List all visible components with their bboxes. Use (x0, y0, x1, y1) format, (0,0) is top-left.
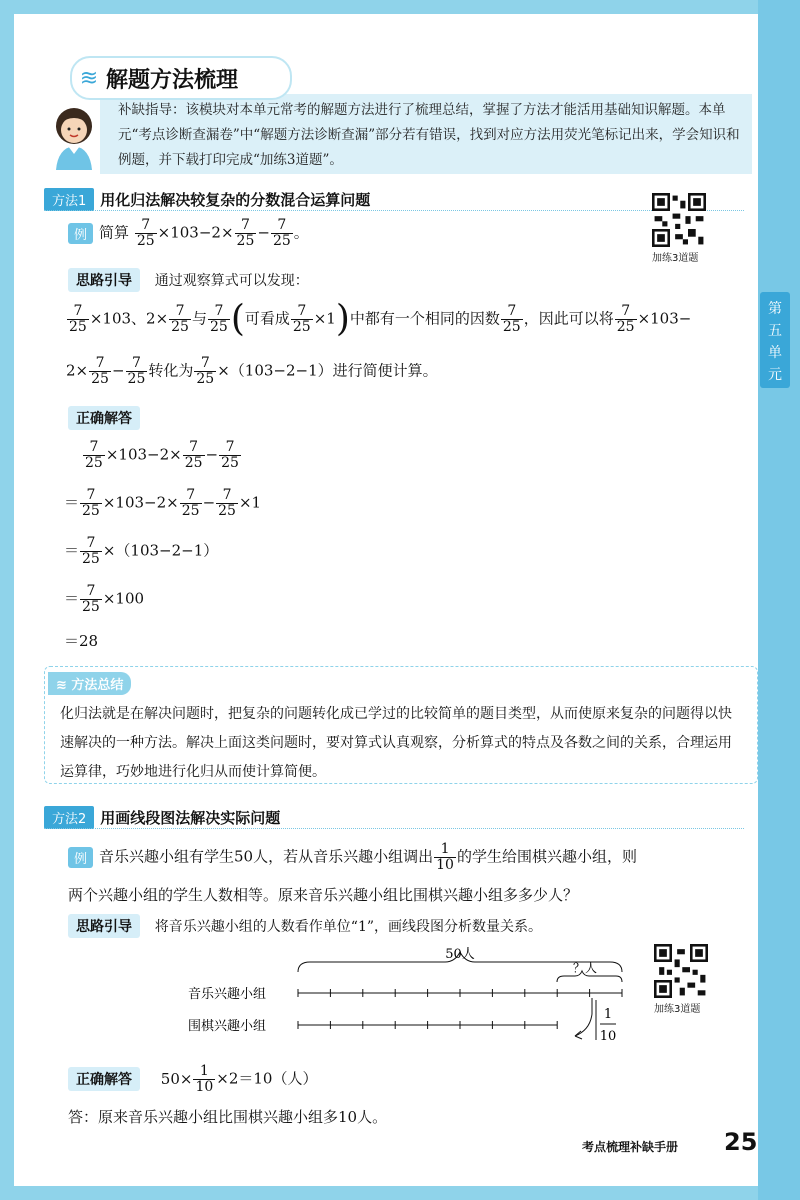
thinking-line-1: $\frac{7}{25}$ ×103、2× $\frac{7}{25}$ 与 $\frac{7}{25}$ (可看成 $\frac{7}{25}$ ×1)中都有一个相同的因数 $\frac{7}{25}$ ，因此可以将 $\frac{7}{25}$ ×103− (69, 298, 692, 340)
unknown-label: ？人 (572, 961, 598, 975)
method2-final-answer: 答：原来音乐兴趣小组比围棋兴趣小组多10人。 (68, 1108, 388, 1126)
divider (44, 828, 744, 829)
solution-step-1: $\frac{7}{25}$ ×103−2× $\frac{7}{25}$ − $\frac{7}{25}$ (85, 439, 239, 471)
qr-code-icon[interactable] (654, 944, 708, 998)
thinking-label: 思路引导 (68, 914, 140, 938)
side-tab-char: 五 (768, 323, 782, 339)
footer-label: 考点梳理补缺手册 (582, 1140, 679, 1154)
method2-title: 用画线段图法解决实际问题 (100, 809, 281, 827)
qr-caption: 加练3道题 (654, 1004, 701, 1015)
method2-tag: 方法2 (44, 806, 94, 829)
chess-group-label: 围棋兴趣小组 (188, 1019, 267, 1034)
qr-caption: 加练3道题 (652, 253, 699, 264)
total-label: 50人 (445, 947, 475, 962)
solution-step-5: ＝28 (64, 632, 99, 650)
unit-side-tab (760, 292, 790, 388)
right-margin-strip (758, 0, 800, 1200)
method2-example-line-1: 例 音乐兴趣小组有学生50人，若从音乐兴趣小组调出 $\frac{1}{10}$ 的学生给围棋兴趣小组，则 (68, 842, 637, 873)
side-tab-char: 单 (768, 345, 782, 361)
answer-label: 正确解答 (68, 406, 140, 430)
answer-label: 正确解答 (68, 1067, 140, 1091)
thinking-text: 将音乐兴趣小组的人数看作单位“1”，画线段图分析数量关系。 (154, 919, 543, 935)
solution-step-2: ＝ $\frac{7}{25}$ ×103−2× $\frac{7}{25}$ − $\frac{7}{25}$ ×1 (64, 487, 262, 519)
method2-heading (44, 806, 280, 829)
qr-code-icon[interactable] (652, 193, 706, 247)
side-tab-char: 第 (768, 301, 782, 317)
solution-step-3: ＝ $\frac{7}{25}$ ×（103−2−1） (64, 535, 219, 567)
summary-text: 化归法就是在解决问题时，把复杂的问题转化成已学过的比较简单的题目类型，从而使原来复杂的问题得以快速解决的一种方法。解决上面这类问题时，要对算式认真观察，分析算式的特点及各数之间的关系，合理运用运算律，巧妙地进行化归从而使计算简便。 (60, 706, 732, 780)
guide-text: 补缺指导：该模块对本单元常考的解题方法进行了梳理总结，掌握了方法才能活用基础知识解题。本单元“考点诊断查漏卷”中“解题方法诊断查漏”部分若有错误，找到对应方法用荧光笔标记出来，学会知识和例题，并下载打印完成“加练3道题”。 (118, 102, 740, 168)
teacher-avatar-icon (38, 98, 110, 170)
method1-title: 用化归法解决较复杂的分数混合运算问题 (100, 191, 371, 209)
solution-step-4: ＝ $\frac{7}{25}$ ×100 (64, 583, 145, 615)
thinking-line-2: 2× $\frac{7}{25}$ − $\frac{7}{25}$ 转化为 $\frac{7}{25}$ ×（103−2−1）进行简便计算。 (66, 355, 438, 387)
method1-heading (44, 188, 370, 211)
method2-thinking-row (68, 914, 542, 938)
wave-icon: ≋ (56, 678, 72, 693)
method1-thinking-row (68, 268, 309, 292)
side-tab-char: 元 (768, 367, 782, 383)
example-tag: 例 (68, 847, 93, 868)
diagram-frac-den: 10 (599, 1029, 617, 1044)
transfer-arrow (575, 998, 592, 1036)
summary-tag: ≋ 方法总结 (48, 672, 131, 695)
thinking-label: 思路引导 (68, 268, 140, 292)
line-segment-diagram (180, 944, 650, 1050)
method1-example: 例 简算 $\frac{7}{25}$ ×103−2× $\frac{7}{25}$ − $\frac{7}{25}$ 。 (68, 218, 309, 249)
divider (44, 210, 744, 211)
section-header (70, 56, 292, 100)
fraction-7-25: $\frac{7}{25}$ (136, 217, 155, 249)
example-tag: 例 (68, 223, 93, 244)
method1-tag: 方法1 (44, 188, 94, 211)
method2-answer-row: 正确解答 50× $\frac{1}{10}$ ×2＝10（人） (68, 1064, 317, 1095)
fraction-7-25: $\frac{7}{25}$ (272, 217, 291, 249)
thinking-intro: 通过观察算式可以发现： (154, 273, 309, 289)
example-prefix: 简算 (99, 223, 130, 242)
fraction-7-25: $\frac{7}{25}$ (236, 217, 255, 249)
wave-icon: ≋ (79, 65, 99, 91)
music-group-label: 音乐兴趣小组 (188, 987, 267, 1002)
section-title: 解题方法梳理 (106, 67, 239, 93)
page-number: 25 (724, 1128, 758, 1156)
diagram-frac-num: 1 (603, 1007, 613, 1022)
arrow-head-icon (575, 1031, 582, 1039)
method2-example-line-2: 两个兴趣小组的学生人数相等。原来音乐兴趣小组比围棋兴趣小组多多少人？ (68, 886, 579, 904)
fraction-1-10: $\frac{1}{10}$ (436, 841, 454, 873)
method1-answer-label-row (68, 406, 140, 430)
